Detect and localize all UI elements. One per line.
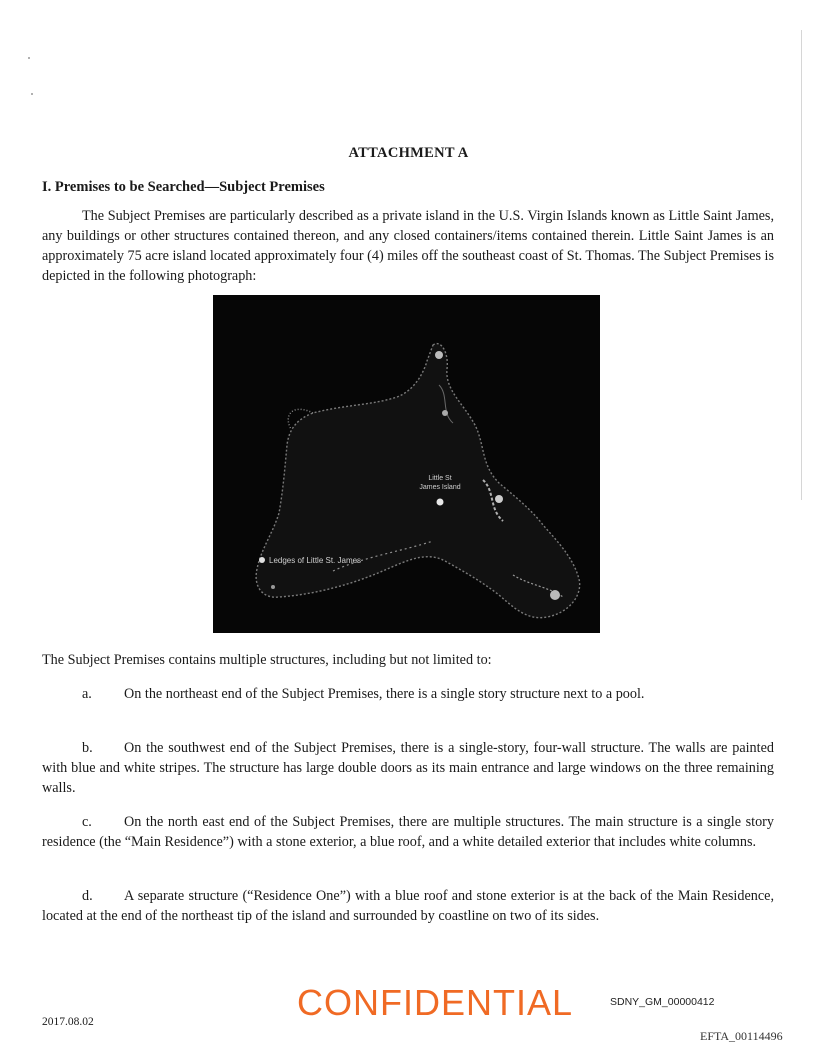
terrain-dot — [271, 585, 275, 589]
scan-speck — [28, 57, 30, 59]
island-aerial-photo — [213, 295, 600, 633]
list-item-text: On the northeast end of the Subject Premises, there is a single story structure next to a pool. — [124, 686, 645, 702]
island-label-line2: James Island — [419, 484, 461, 491]
list-item-label: d. — [82, 888, 93, 904]
poi-label: Ledges of Little St. James — [269, 556, 362, 565]
page-heading: ATTACHMENT A — [348, 145, 469, 161]
list-item — [42, 886, 774, 926]
terrain-dot — [495, 495, 503, 503]
list-item — [42, 738, 774, 798]
list-item — [42, 812, 774, 852]
list-item-text: A separate structure (“Residence One”) with a blue roof and stone exterior is at the back of the Main Residence, located at the end of the northeast tip of the island and surrounded by coastline on two of its sides. — [42, 888, 774, 924]
list-item — [42, 684, 774, 704]
list-item-label: b. — [82, 740, 93, 756]
bates-number: SDNY_GM_00000412 — [610, 996, 715, 1008]
island-map-graphic — [213, 295, 600, 633]
efta-id: EFTA_00114496 — [700, 1029, 783, 1043]
terrain-dot — [550, 590, 560, 600]
list-item-label: c. — [82, 814, 92, 830]
island-label-line1: Little St — [428, 475, 452, 482]
scan-speck — [31, 93, 33, 95]
scan-edge-line — [801, 30, 802, 500]
terrain-dot — [435, 351, 443, 359]
terrain-dot — [442, 410, 448, 416]
list-item-text: On the north east end of the Subject Premises, there are multiple structures. The main structure is a single story residence (the “Main Residence”) with a stone exterior, a blue roof, and a white detailed exterior that includes white columns. — [42, 814, 774, 850]
intro-paragraph: The Subject Premises are particularly described as a private island in the U.S. Virgin Islands known as Little Saint James, any buildings or other structures contained thereon, and any closed containers/items contained therein. Little Saint James is an approximately 75 acre island located approximately four (4) miles off the southeast coast of St. Thomas. The Subject Premises is depicted in the following photograph: — [42, 208, 774, 284]
section-title: I. Premises to be Searched—Subject Premises — [42, 179, 325, 195]
list-item-text: On the southwest end of the Subject Premises, there is a single-story, four-wall structure. The walls are painted with blue and white stripes. The structure has large double doors as its main entrance and large windows on the three remaining walls. — [42, 740, 774, 796]
structures-intro: The Subject Premises contains multiple structures, including but not limited to: — [42, 652, 492, 668]
list-item-label: a. — [82, 686, 92, 702]
footer-date: 2017.08.02 — [42, 1016, 94, 1028]
confidential-stamp: CONFIDENTIAL — [297, 982, 574, 1023]
poi-pin-icon — [259, 557, 265, 563]
island-location-pin-icon — [437, 499, 444, 506]
